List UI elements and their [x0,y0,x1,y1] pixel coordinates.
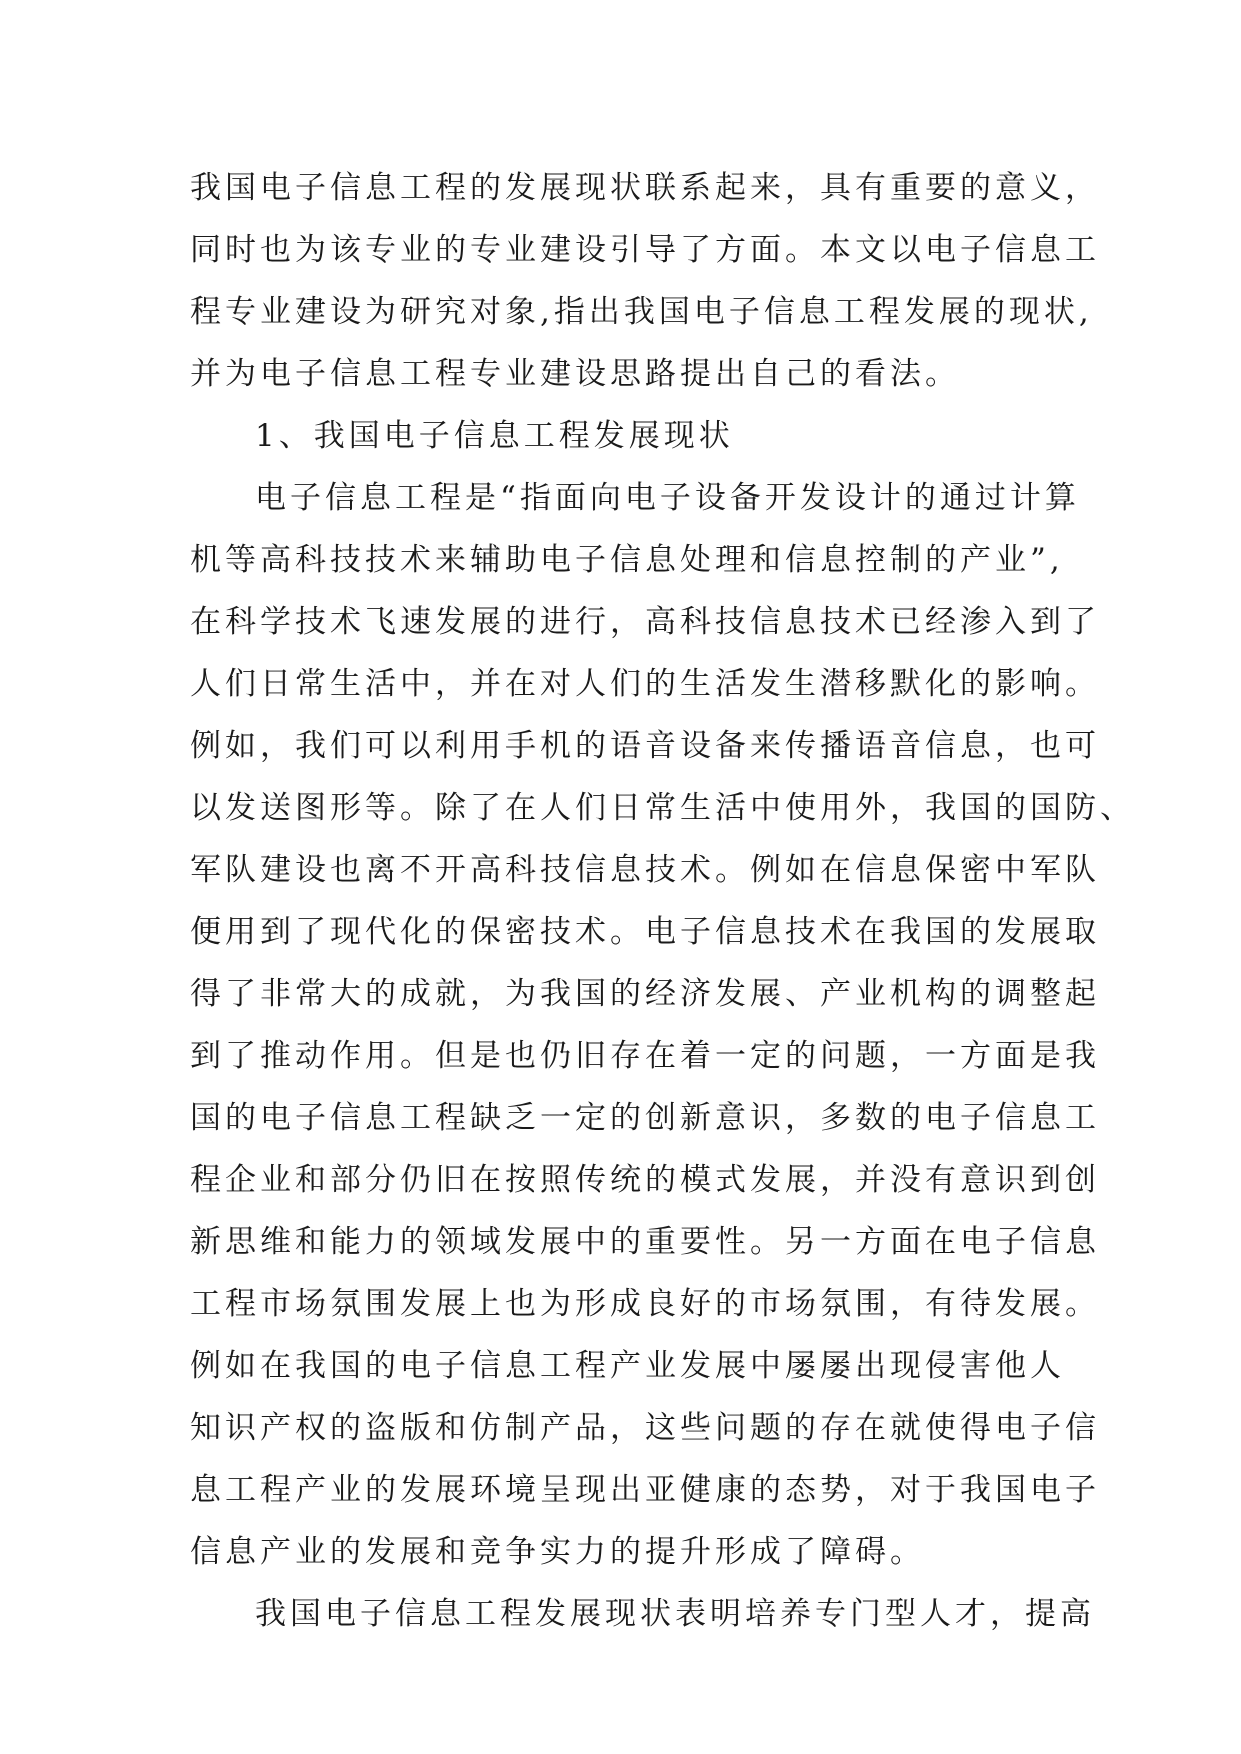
paragraph-line: 例如在我国的电子信息工程产业发展中屡屡出现侵害他人 [190,1348,1065,1384]
paragraph-line: 并为电子信息工程专业建设思路提出自己的看法。 [190,356,960,392]
paragraph-line: 得了非常大的成就，为我国的经济发展、产业机构的调整起 [190,976,1100,1012]
paragraph-line: 以发送图形等。除了在人们日常生活中使用外，我国的国防、 [190,790,1135,826]
paragraph-line: 息工程产业的发展环境呈现出亚健康的态势，对于我国电子 [190,1472,1100,1508]
paragraph-line: 例如，我们可以利用手机的语音设备来传播语音信息，也可 [190,728,1100,764]
paragraph-line: 机等高科技技术来辅助电子信息处理和信息控制的产业”, [190,542,1064,578]
section-heading: 1、我国电子信息工程发展现状 [255,418,734,454]
paragraph-line: 便用到了现代化的保密技术。电子信息技术在我国的发展取 [190,914,1100,950]
paragraph-line: 信息产业的发展和竞争实力的提升形成了障碍。 [190,1534,925,1570]
paragraph-line: 知识产权的盗版和仿制产品，这些问题的存在就使得电子信 [190,1410,1100,1446]
paragraph-line: 程企业和部分仍旧在按照传统的模式发展，并没有意识到创 [190,1162,1100,1198]
paragraph-line: 我国电子信息工程发展现状表明培养专门型人才，提高 [255,1596,1095,1632]
paragraph-line: 电子信息工程是“指面向电子设备开发设计的通过计算 [255,480,1080,516]
paragraph-line: 人们日常生活中，并在对人们的生活发生潜移默化的影响。 [190,666,1100,702]
paragraph-line: 军队建设也离不开高科技信息技术。例如在信息保密中军队 [190,852,1100,888]
paragraph-line: 我国电子信息工程的发展现状联系起来，具有重要的意义， [190,170,1100,206]
paragraph-line: 程专业建设为研究对象,指出我国电子信息工程发展的现状, [190,294,1093,330]
paragraph-line: 国的电子信息工程缺乏一定的创新意识，多数的电子信息工 [190,1100,1100,1136]
paragraph-line: 同时也为该专业的专业建设引导了方面。本文以电子信息工 [190,232,1100,268]
paragraph-line: 工程市场氛围发展上也为形成良好的市场氛围，有待发展。 [190,1286,1100,1322]
paragraph-line: 在科学技术飞速发展的进行，高科技信息技术已经渗入到了 [190,604,1100,640]
paragraph-line: 新思维和能力的领域发展中的重要性。另一方面在电子信息 [190,1224,1100,1260]
paragraph-line: 到了推动作用。但是也仍旧存在着一定的问题，一方面是我 [190,1038,1100,1074]
